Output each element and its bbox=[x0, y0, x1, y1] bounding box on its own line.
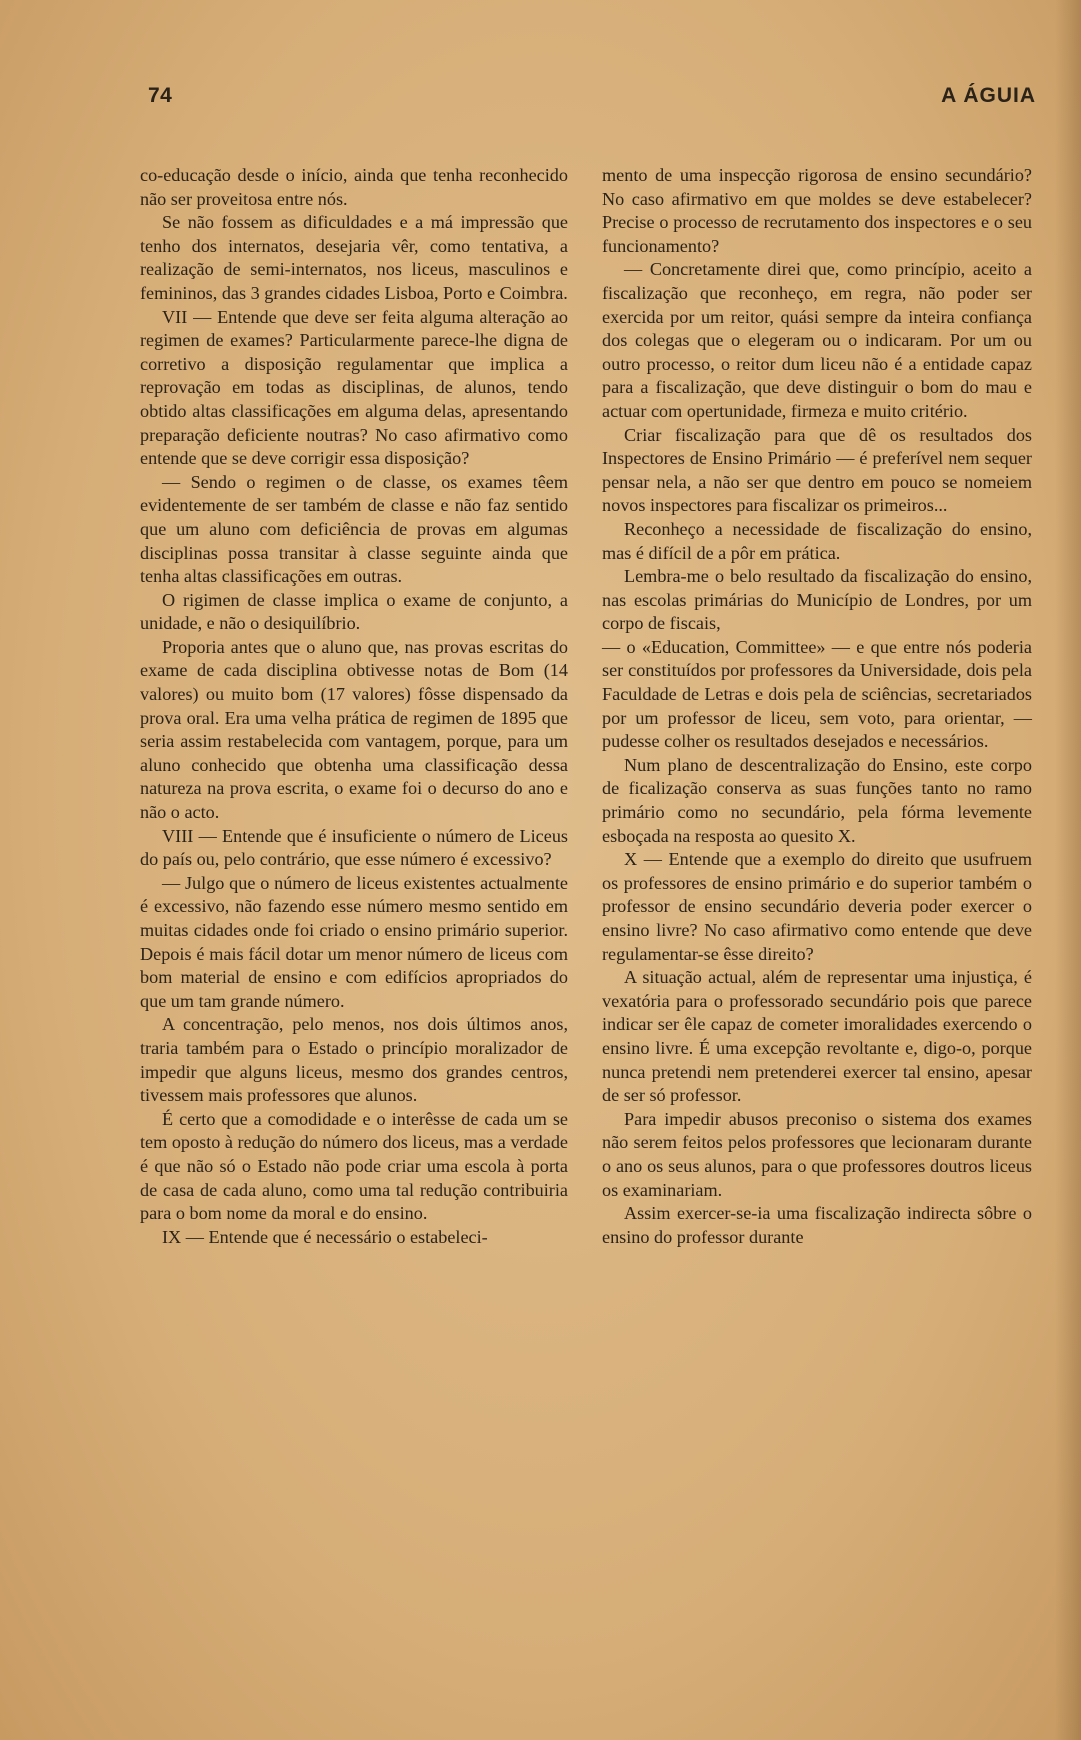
journal-title: A ÁGUIA bbox=[941, 84, 1036, 107]
paragraph: — Julgo que o número de liceus existentes actualmente é excessivo, não fazendo esse número mesmo sentido em muitas cidades onde foi criado o ensino primário superior. Depois é mais fácil dotar um menor número de liceus com bom material de ensino e com edifícios apropriados do que um tam grande número. bbox=[140, 872, 568, 1011]
paragraph: IX — Entende que é necessário o estabeleci- bbox=[162, 1226, 488, 1247]
right-column bbox=[602, 164, 1032, 1249]
paragraph: A situação actual, além de representar uma injustiça, é vexatória para o professorado secundário pois que parece indicar ser êle capaz de cometer imoralidades exercendo o ensino livre. É uma excepção revoltante e, digo-o, porque nunca pretendi nem pretenderei exercer tal ensino, apesar de ser só professor. bbox=[602, 967, 1032, 1106]
paragraph: Assim exercer-se-ia uma fiscalização indirecta sôbre o ensino do professor durante bbox=[602, 1203, 1032, 1247]
paragraph: É certo que a comodidade e o interêsse de cada um se tem oposto à redução do número dos liceus, mas a verdade é que não só o Estado não pode criar uma escola à porta de casa de cada aluno, como uma tal redução contribuiria para o bom nome da moral e do ensino. bbox=[140, 1108, 568, 1224]
paragraph: O rigimen de classe implica o exame de conjunto, a unidade, e não o desiquilíbrio. bbox=[140, 589, 568, 634]
paragraph: Lembra-me o belo resultado da fiscalização do ensino, nas escolas primárias do Município de Londres, por um corpo de fiscais, bbox=[602, 566, 1032, 634]
paragraph: Reconheço a necessidade de fiscalização do ensino, mas é difícil de a pôr em prática. bbox=[602, 518, 1032, 563]
paragraph: Num plano de descentralização do Ensino, este corpo de ficalização conserva as suas funções tanto no ramo primário como no secundário, pela fórma levemente esboçada na resposta ao quesito X. bbox=[602, 754, 1032, 846]
paragraph: Criar fiscalização para que dê os resultados dos Inspectores de Ensino Primário — é preferível nem sequer pensar nela, a não ser que dentro em pouco se nomeiem novos inspectores para fiscalizar os primeiros... bbox=[602, 424, 1032, 516]
paragraph: A concentração, pelo menos, nos dois últimos anos, traria também para o Estado o princípio moralizador de impedir que alguns liceus, mesmo dos grandes centros, tivessem mais professores que alunos. bbox=[140, 1014, 568, 1106]
paragraph: mento de uma inspecção rigorosa de ensino secundário? No caso afirmativo em que moldes se deve estabelecer? Precise o processo de recrutamento dos inspectores e o seu funcionamento? bbox=[602, 165, 1032, 256]
paragraph: co-educação desde o início, ainda que tenha reconhecido não ser proveitosa entre nós. bbox=[140, 165, 568, 209]
page-edge-shadow bbox=[1055, 0, 1081, 1740]
left-column bbox=[140, 164, 568, 1249]
paragraph: VIII — Entende que é insuficiente o número de Liceus do país ou, pelo contrário, que esse número é excessivo? bbox=[140, 825, 568, 870]
paragraph: — o «Education, Committee» — e que entre nós poderia ser constituídos por professores da Universidade, dois pela Faculdade de Letras e dois pela de sciências, secretariados por um professor de liceu, sem voto, para orientar, — pudesse colher os resultados desejados e necessários. bbox=[602, 636, 1032, 752]
paragraph: — Sendo o regimen o de classe, os exames têem evidentemente de ser também de classe e não faz sentido que um aluno com deficiência de provas em algumas disciplinas possa transitar à classe seguinte ainda que tenha altas classificações em outras. bbox=[140, 471, 568, 587]
page-header bbox=[148, 84, 1036, 116]
paragraph: VII — Entende que deve ser feita alguma alteração ao regimen de exames? Particularmente parece-lhe digna de corretivo a disposição regulamentar que implica a reprovação em todas as disciplinas, de alunos, tendo obtido altas classificações em alguma delas, apresentando preparação deficiente noutras? No caso afirmativo como entende que se deve corrigir essa disposição? bbox=[140, 306, 568, 469]
paragraph: Se não fossem as dificuldades e a má impressão que tenho dos internatos, desejaria vêr, como tentativa, a realização de semi-internatos, nos liceus, masculinos e femininos, das 3 grandes cidades Lisboa, Porto e Coimbra. bbox=[140, 212, 568, 303]
page-number: 74 bbox=[148, 84, 173, 107]
paragraph: X — Entende que a exemplo do direito que usufruem os professores de ensino primário e do superior também o professor de ensino secundário deveria poder exercer o ensino livre? No caso afirmativo como entende que deve regulamentar-se êsse direito? bbox=[602, 849, 1032, 964]
paragraph: — Concretamente direi que, como princípio, aceito a fiscalização que reconheço, em regra, não poder ser exercida por um reitor, quási sempre da inteira confiança dos colegas que o elegeram ou o indicaram. Por um ou outro processo, o reitor dum liceu não é a entidade capaz para a fiscalização, que deve distinguir o bom do mau e actuar com opertunidade, firmeza e muito critério. bbox=[602, 259, 1032, 421]
paragraph: Proporia antes que o aluno que, nas provas escritas do exame de cada disciplina obtivesse notas de Bom (14 valores) ou muito bom (17 valores) fôsse dispensado da prova oral. Era uma velha prática de regimen de 1895 que seria assim restabelecida com vantagem, porque, para um aluno conhecido que obtenha uma classificação dessa natureza na prova escrita, o exame foi o decurso do ano e não o acto. bbox=[140, 636, 568, 823]
paragraph: Para impedir abusos preconiso o sistema dos exames não serem feitos pelos professores que lecionaram durante o ano os seus alunos, para o que professores doutros liceus os examinariam. bbox=[602, 1108, 1032, 1200]
